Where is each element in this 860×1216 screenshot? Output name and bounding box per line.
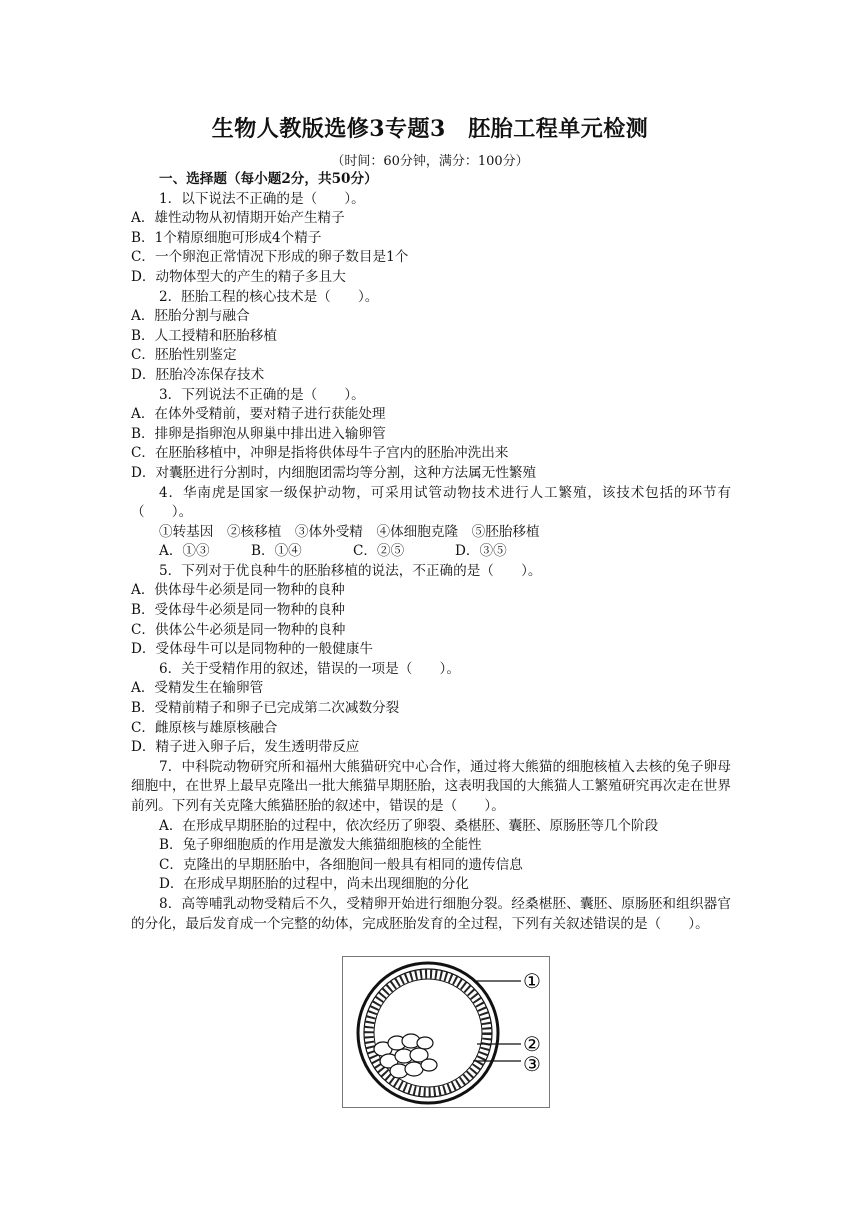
q3-stem: 3．下列说法不正确的是（ ）。 xyxy=(159,386,365,403)
q7-stem: 7．中科院动物研究所和福州大熊猫研究中心合作，通过将大熊猫的细胞核植入去核的兔子卵母细胞中，在世界上最早克隆出一批大熊猫早期胚胎，这表明我国的大熊猫人工繁殖研究再次走在世界前列。下列有关克隆大熊猫胚胎的叙述中，错误的是（ ）。 xyxy=(131,758,731,814)
q2-option-d: D．胚胎冷冻保存技术 xyxy=(131,366,265,383)
q3-option-d: D．对囊胚进行分割时，内细胞团需均等分割，这种方法属无性繁殖 xyxy=(131,464,537,481)
q6-option-a: A．受精发生在输卵管 xyxy=(131,680,264,697)
figure-label-2: ② xyxy=(523,1032,541,1056)
q1-option-c: C．一个卵泡正常情况下形成的卵子数目是1个 xyxy=(131,249,409,266)
q5-stem: 5．下列对于优良种牛的胚胎移植的说法，不正确的是（ ）。 xyxy=(159,562,542,579)
q4-option-a: A．①③ xyxy=(159,543,210,560)
q7-option-a: A．在形成早期胚胎的过程中，依次经历了卵裂、桑椹胚、囊胚、原肠胚等几个阶段 xyxy=(159,817,659,834)
q1-option-b: B．1个精原细胞可形成4个精子 xyxy=(131,229,322,246)
figure-label-3: ③ xyxy=(523,1052,541,1076)
q2-option-a: A．胚胎分割与融合 xyxy=(131,308,250,325)
q7-option-c: C．克隆出的早期胚胎中，各细胞间一般具有相同的遗传信息 xyxy=(159,856,523,873)
section-heading: 一、选择题（每小题2分，共50分） xyxy=(159,171,378,187)
q4-option-c: C．②⑤ xyxy=(353,543,405,560)
q5-option-d: D．受体母牛可以是同物种的一般健康牛 xyxy=(131,641,373,658)
q6-option-b: B．受精前精子和卵子已完成第二次减数分裂 xyxy=(131,700,400,717)
q3-option-b: B．排卵是指卵泡从卵巢中排出进入输卵管 xyxy=(131,425,386,442)
blastocyst-diagram xyxy=(343,957,549,1107)
q2-stem: 2．胚胎工程的核心技术是（ ）。 xyxy=(159,288,379,305)
q4-option-b: B．①④ xyxy=(251,543,302,560)
q2-option-c: C．胚胎性别鉴定 xyxy=(131,347,237,364)
document-title: 生物人教版选修3专题3 胚胎工程单元检测 xyxy=(211,116,649,142)
q4-stem: 4．华南虎是国家一级保护动物，可采用试管动物技术进行人工繁殖，该技术包括的环节有（ ）。 xyxy=(131,484,731,521)
q1-option-d: D．动物体型大的产生的精子多且大 xyxy=(131,268,346,285)
q6-option-d: D．精子进入卵子后，发生透明带反应 xyxy=(131,739,360,756)
q7-option-b: B．兔子卵细胞质的作用是激发大熊猫细胞核的全能性 xyxy=(159,837,482,854)
q8-stem: 8．高等哺乳动物受精后不久，受精卵开始进行细胞分裂。经桑椹胚、囊胚、原肠胚和组织器官的分化，最后发育成一个完整的幼体，完成胚胎发育的全过程，下列有关叙述错误的是（ ）。 xyxy=(131,895,731,932)
q2-option-b: B．人工授精和胚胎移植 xyxy=(131,327,277,344)
q3-option-a: A．在体外受精前，要对精子进行获能处理 xyxy=(131,406,386,423)
q6-stem: 6．关于受精作用的叙述，错误的一项是（ ）。 xyxy=(159,660,460,677)
q5-option-c: C．供体公牛必须是同一物种的良种 xyxy=(131,621,346,638)
blastocyst-figure xyxy=(342,956,550,1108)
q7-option-d: D．在形成早期胚胎的过程中，尚未出现细胞的分化 xyxy=(159,876,469,893)
question-list xyxy=(131,170,731,934)
q4-options xyxy=(131,542,731,562)
q6-option-c: C．雌原核与雄原核融合 xyxy=(131,719,278,736)
exam-info: （时间：60分钟，满分：100分） xyxy=(331,154,529,169)
q4-items: ①转基因 ②核移植 ③体外受精 ④体细胞克隆 ⑤胚胎移植 xyxy=(159,523,540,540)
q3-option-c: C．在胚胎移植中，冲卵是指将供体母牛子宫内的胚胎冲洗出来 xyxy=(131,445,509,462)
q1-option-a: A．雄性动物从初情期开始产生精子 xyxy=(131,210,345,227)
q4-option-d: D．③⑤ xyxy=(455,543,507,560)
figure-label-1: ① xyxy=(523,969,541,993)
q5-option-a: A．供体母牛必须是同一物种的良种 xyxy=(131,582,345,599)
q1-stem: 1．以下说法不正确的是（ ）。 xyxy=(159,190,365,207)
q5-option-b: B．受体母牛必须是同一物种的良种 xyxy=(131,602,345,619)
